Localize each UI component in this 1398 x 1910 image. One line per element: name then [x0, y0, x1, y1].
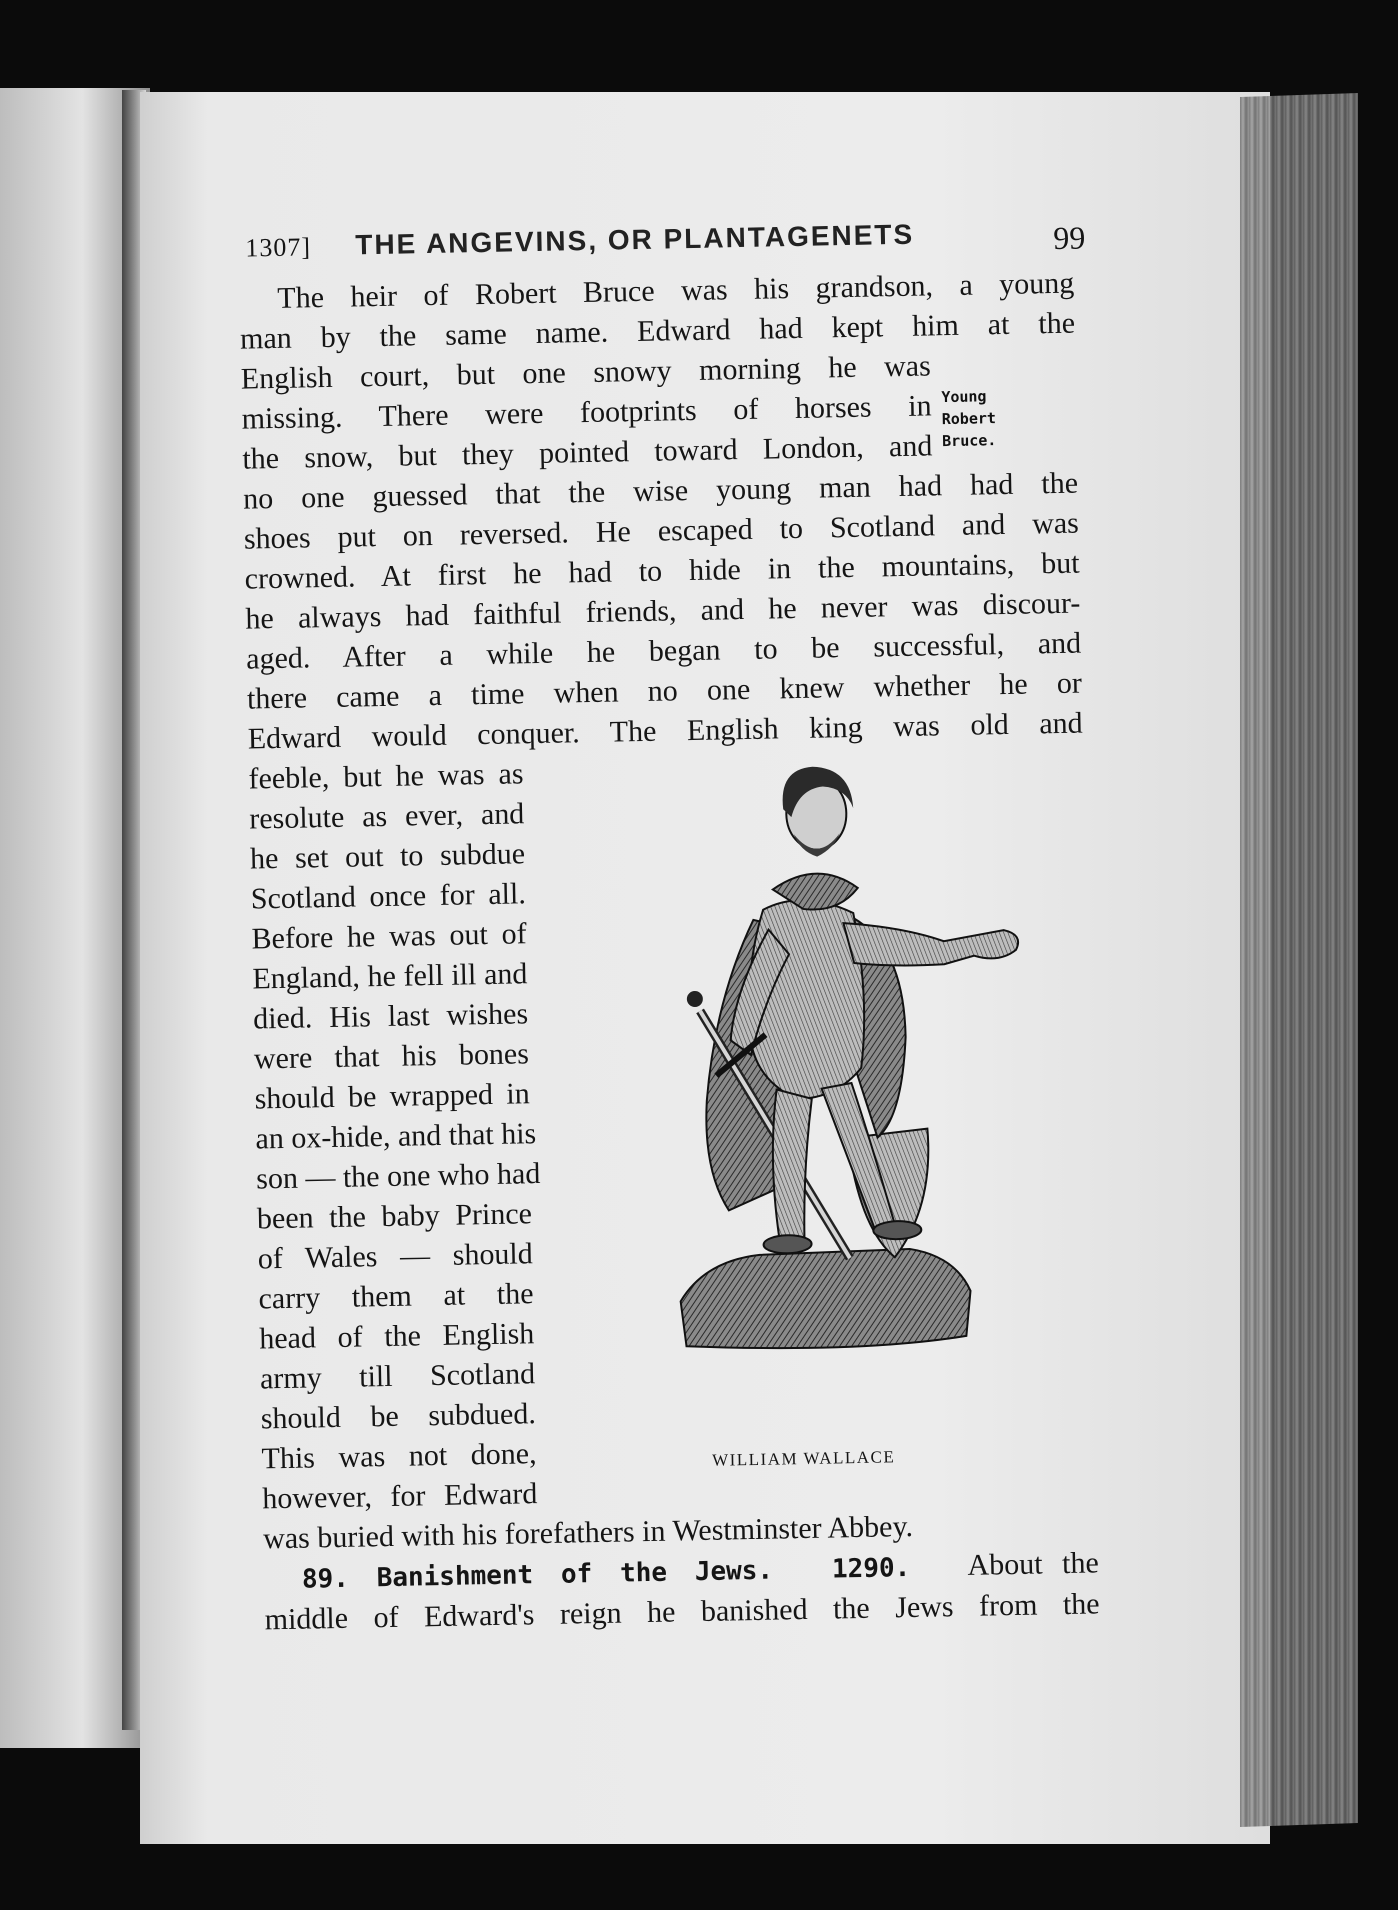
text-line: army till Scotland — [259, 1357, 536, 1396]
text-line: however, for Edward — [262, 1477, 538, 1516]
text-line: no one guessed that the wise young man had had the — [242, 466, 1079, 516]
text-line: were that his bones — [253, 1037, 530, 1076]
text-line: crowned. At first he had to hide in the mountains, but — [244, 546, 1080, 596]
page-content — [220, 213, 1108, 1679]
text-line: he always had faithful friends, and he never was discour- — [245, 586, 1081, 636]
page-block-edges — [1240, 93, 1358, 1827]
text-line: son — the one who had — [255, 1157, 541, 1196]
text-line: Edward would conquer. The English king was old and — [247, 706, 1083, 756]
text-line: Before he was out of — [251, 917, 527, 956]
text-line: The heir of Robert Bruce was his grandson, a young — [277, 266, 1075, 315]
paragraph-edward-death — [248, 754, 541, 1519]
text-line: English court, but one snowy morning he was — [240, 349, 932, 396]
text-line: should be wrapped in — [254, 1077, 530, 1116]
page-number: 99 — [1052, 219, 1086, 257]
section-89 — [264, 1543, 1100, 1640]
margin-note-line: Bruce. — [942, 431, 997, 451]
margin-note-line: Robert — [941, 409, 997, 429]
text-line: shoes put on reversed. He escaped to Scotland and was — [243, 506, 1080, 556]
wallace-statue-illustration — [600, 735, 1042, 1373]
sword-pommel — [687, 991, 703, 1007]
running-head-date: 1307] — [245, 232, 312, 263]
text-line: of Wales — should — [257, 1237, 534, 1276]
text-line: he set out to subdue — [249, 837, 526, 876]
text-line: an ox-hide, and that his — [255, 1117, 537, 1156]
text-line: been the baby Prince — [256, 1197, 533, 1236]
text-line: there came a time when no one knew whether he or — [246, 666, 1083, 716]
text-line: This was not done, — [261, 1437, 537, 1476]
paragraph-young-bruce — [239, 264, 1083, 760]
margin-note — [941, 384, 1052, 452]
section-year: 1290. — [831, 1552, 911, 1585]
text-line: head of the English — [258, 1317, 535, 1356]
text-line: missing. There were footprints of horses in — [241, 389, 932, 436]
text-line: middle of Edward's reign he banished the Jews from the — [264, 1587, 1100, 1637]
text-line: Scotland once for all. — [250, 877, 527, 916]
text-line: should be subdued. — [260, 1397, 537, 1436]
chapter-title: THE ANGEVINS, OR PLANTAGENETS — [355, 218, 915, 261]
text-line: resolute as ever, and — [248, 797, 525, 836]
margin-note-line: Young — [941, 387, 987, 407]
left-foot — [763, 1235, 811, 1254]
section-text: About the — [967, 1546, 1100, 1582]
statue-drawing — [600, 735, 1042, 1373]
right-foot — [873, 1221, 921, 1240]
text-line: carry them at the — [258, 1277, 534, 1316]
text-line: died. His last wishes — [252, 997, 529, 1036]
text-line: feeble, but he was as — [248, 757, 524, 796]
text-line: man by the same name. Edward had kept him at the — [239, 306, 1076, 356]
outstretched-arm — [843, 920, 1018, 967]
text-line: the snow, but they pointed toward London, and — [242, 429, 933, 476]
text-line: aged. After a while he began to be successful, and — [245, 626, 1082, 676]
text-line: England, he fell ill and — [252, 957, 528, 996]
left-leg — [772, 1089, 815, 1240]
figure-caption: WILLIAM WALLACE — [711, 1447, 896, 1470]
text-line: was buried with his forefathers in Westminster Abbey. — [262, 1509, 914, 1556]
section-heading: 89. Banishment of the Jews. — [301, 1555, 774, 1595]
rock-base — [680, 1248, 972, 1351]
